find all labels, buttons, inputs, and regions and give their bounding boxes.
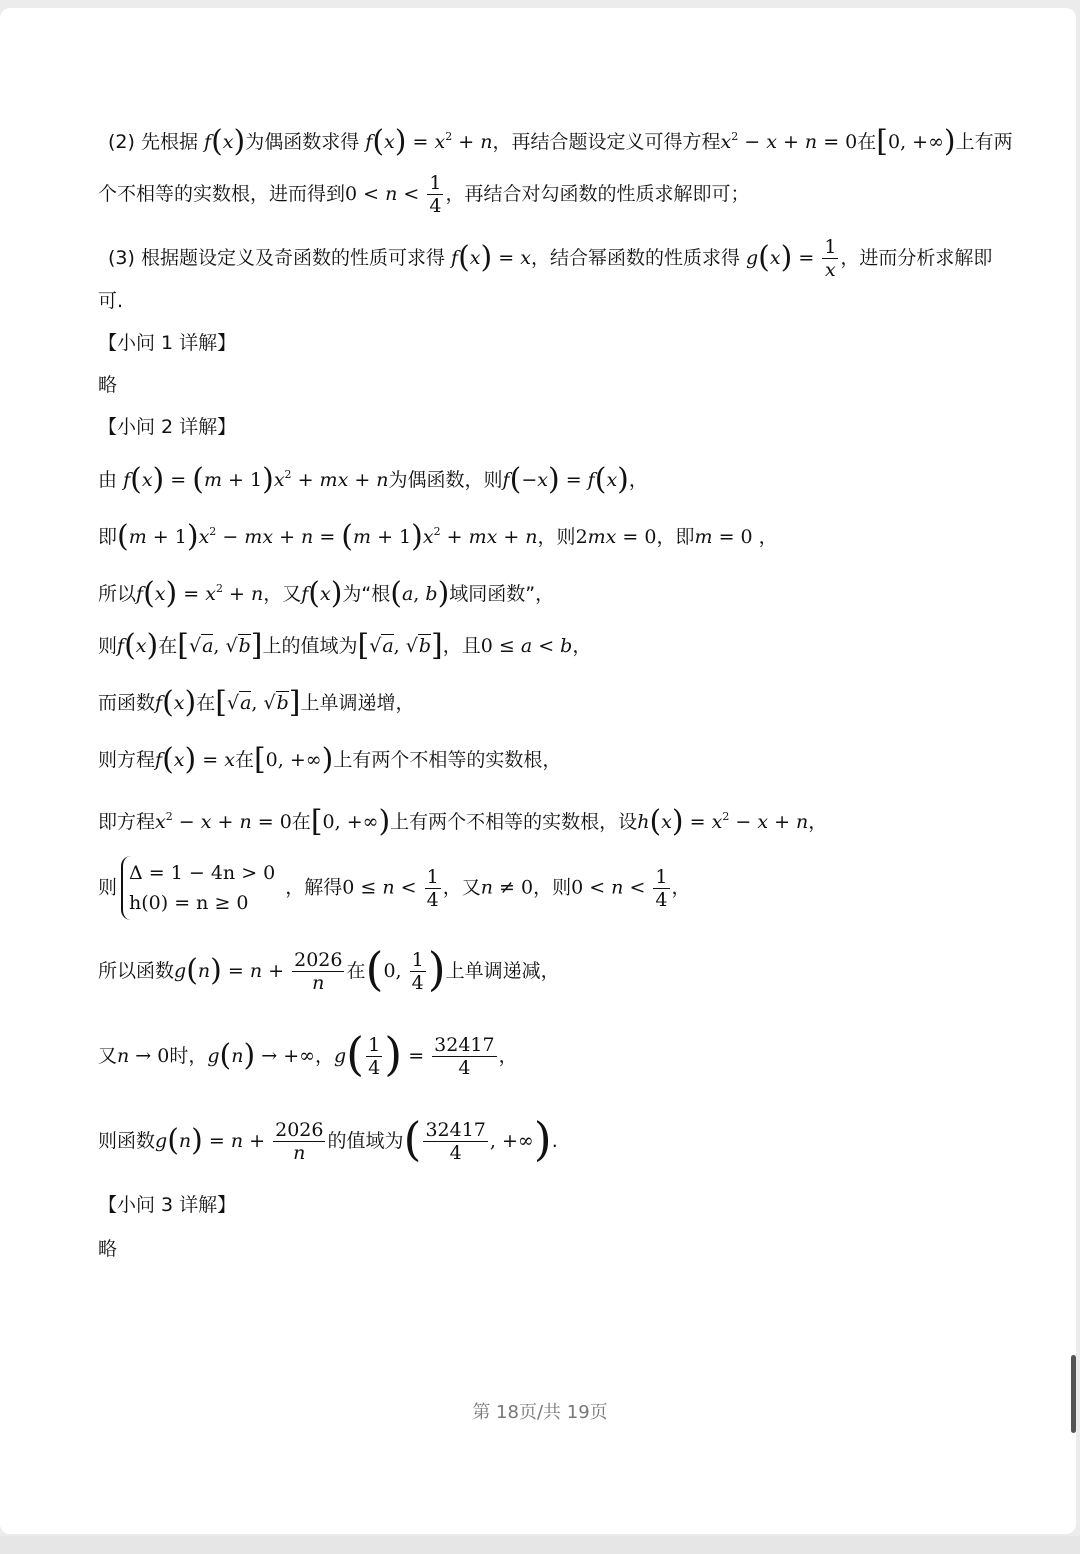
system-of-conditions: Δ = 1 − 4n > 0 h(0) = n ≥ 0	[121, 856, 281, 920]
hint-3-line-2: 可.	[98, 290, 124, 312]
q1-body: 略	[98, 374, 118, 396]
q3-body: 略	[98, 1238, 118, 1260]
fraction-one-over-x: $\frac{1}{x}$	[824, 236, 837, 281]
bottom-strip	[0, 1536, 1080, 1554]
q2-step-10: 又n → 0时，g(n) → +∞，g( $\frac{1}{4}$ ) = $\frac{32417}{4}$ ，	[98, 1027, 518, 1081]
q3-title: 【小问 3 详解】	[98, 1194, 237, 1216]
q2-step-2: 即$(m + 1)x^2$ − mx + $n = (m + 1)x^2$ + mx + n，则2mx = 0，即m = 0 ，	[98, 519, 778, 554]
page-number-footer: 第 18页/共 19页	[472, 1402, 608, 1423]
q1-title: 【小问 1 详解】	[98, 332, 237, 354]
q2-step-7: 即方程$x^2 - x + n = 0$在[0, +∞)上有两个不相等的实数根，设$h(x) = x^2 - x + n$，	[98, 804, 828, 839]
q2-step-3: 所以$f(x) = x^2 + n$，又f(x)为“根(a, b)域同函数”，	[98, 576, 555, 611]
q2-step-6: 则方程f(x) = x在[0, +∞)上有两个不相等的实数根，	[98, 742, 562, 777]
q2-title: 【小问 2 详解】	[98, 416, 237, 438]
q2-step-5: 而函数f(x)在[√a, √b]上单调递增，	[98, 685, 415, 720]
hint-2-line-1: (2) 先根据 f(x)为偶函数求得 $f(x) = x^2 + n$，再结合题设定义可得方程$x^2 - x + n = 0$在[0, +∞)上有两	[108, 124, 1013, 159]
q2-step-11: 则函数g(n) = n + $\frac{2026}{n}$ 的值域为( $\frac{32417}{4}$ , +∞).	[98, 1112, 558, 1166]
fraction-one-quarter: $\frac{1}{4}$	[429, 172, 442, 217]
hint-2-line-2: 个不相等的实数根，进而得到0 < n < $\frac{1}{4}$ ，再结合对勾函数的性质求解即可；	[98, 172, 750, 217]
q2-step-9: 所以函数g(n) = n + $\frac{2026}{n}$ 在(0, $\frac{1}{4}$ )上单调递减，	[98, 942, 560, 996]
q2-step-4: 则f(x)在[√a, √b]上的值域为[√a, √b]，且0 ≤ a < b，	[98, 628, 592, 663]
q2-step-1: 由 $f(x) = (m + 1)x^2$ + mx + n为偶函数，则f(−x) = f(x)，	[98, 462, 648, 497]
q2-step-8: 则 Δ = 1 − 4n > 0 h(0) = n ≥ 0 ，解得0 ≤ n < $\frac{1}{4}$ ，又n ≠ 0，则0 < n < $\frac{1}{4}$ ，	[98, 856, 691, 920]
hint-3-line-1: (3) 根据题设定义及奇函数的性质可求得 f(x) = x，结合幂函数的性质求得 g(x) = $\frac{1}{x}$ ，进而分析求解即	[108, 236, 993, 281]
